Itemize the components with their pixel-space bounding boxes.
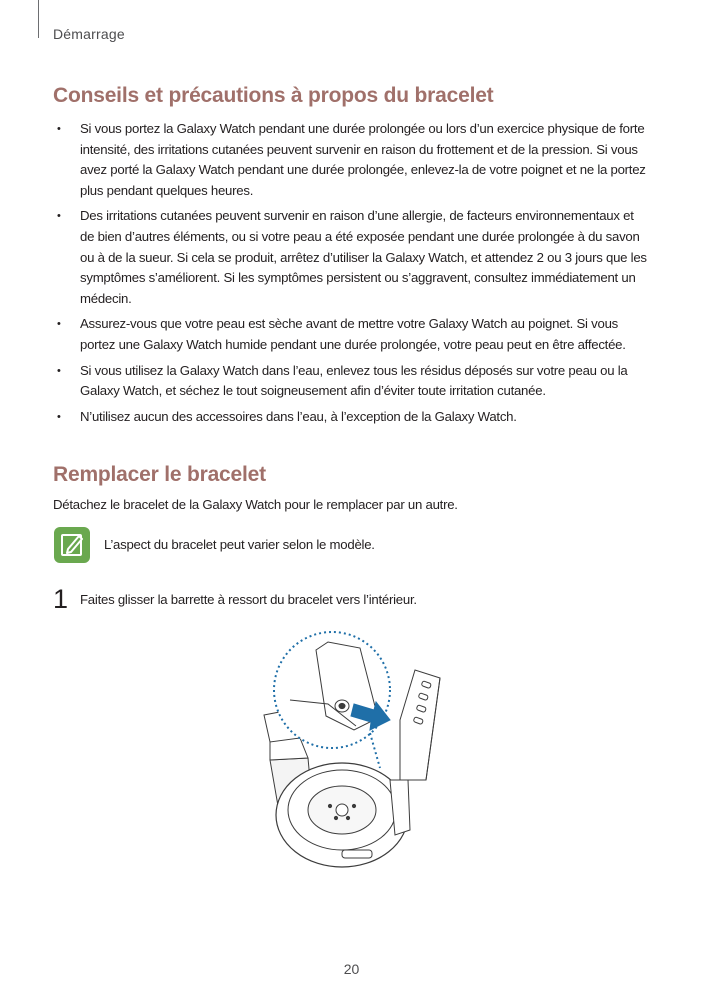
step-text: Faites glisser la barrette à ressort du bracelet vers l’intérieur.: [80, 592, 417, 607]
list-item-text: N’utilisez aucun des accessoires dans l’eau, à l’exception de la Galaxy Watch.: [80, 408, 517, 424]
list-item: [57, 361, 647, 402]
list-item-text: Si vous utilisez la Galaxy Watch dans l’eau, enlevez tous les résidus déposés sur votre peau ou la Galaxy Watch, et séchez le tout soigneusement afin d’éviter toute irritation cutanée.: [80, 362, 628, 399]
list-item: [57, 206, 647, 309]
bullet: •: [57, 123, 61, 135]
list-item-text: Des irritations cutanées peuvent survenir en raison d’une allergie, de facteurs environnementaux et de bien d’autres éléments, ou si votre peau a été exposée pendant une durée prolongée à du savon ou à de la sueur. Si cela se produit, arrêtez d’utiliser la Galaxy Watch, et attendez 2 ou 3 jours que les symptômes s’améliorent. Si les symptômes persistent ou s’aggravent, consultez immédiatement un médecin.: [80, 208, 647, 306]
tips-heading: Conseils et précautions à propos du bracelet: [53, 84, 494, 107]
list-item: [57, 119, 647, 201]
tips-list: [57, 119, 647, 432]
section-header: Démarrage: [53, 26, 125, 42]
bullet: •: [57, 410, 61, 423]
replace-heading: Remplacer le bracelet: [53, 463, 266, 486]
list-item-text: Assurez-vous que votre peau est sèche avant de mettre votre Galaxy Watch au poignet. Si vous portez une Galaxy Watch humide pendant une durée prolongée, votre peau peut en être affectée.: [80, 316, 626, 352]
note-pencil-icon: [54, 527, 90, 563]
header-rule: [38, 0, 39, 38]
bullet: •: [57, 318, 61, 331]
replace-intro: Détachez le bracelet de la Galaxy Watch pour le remplacer par un autre.: [53, 497, 458, 512]
watch-strap-illustration: [250, 630, 450, 875]
page-number: 20: [343, 961, 360, 977]
list-item-text: Si vous portez la Galaxy Watch pendant une durée prolongée ou lors d’un exercice physique de forte intensité, des irritations cutanées peuvent survenir en raison du frottement et de la pression. Si vous avez porté la Galaxy Watch pendant une durée prolongée, enlevez-la de votre poignet et ne la portez plus pendant quelques heures.: [80, 121, 646, 198]
note-text: L’aspect du bracelet peut varier selon le modèle.: [104, 537, 375, 552]
step-number: 1: [53, 584, 69, 614]
list-item: [57, 314, 647, 355]
bullet: •: [57, 364, 61, 377]
list-item: [57, 407, 647, 428]
bullet: •: [57, 210, 61, 223]
